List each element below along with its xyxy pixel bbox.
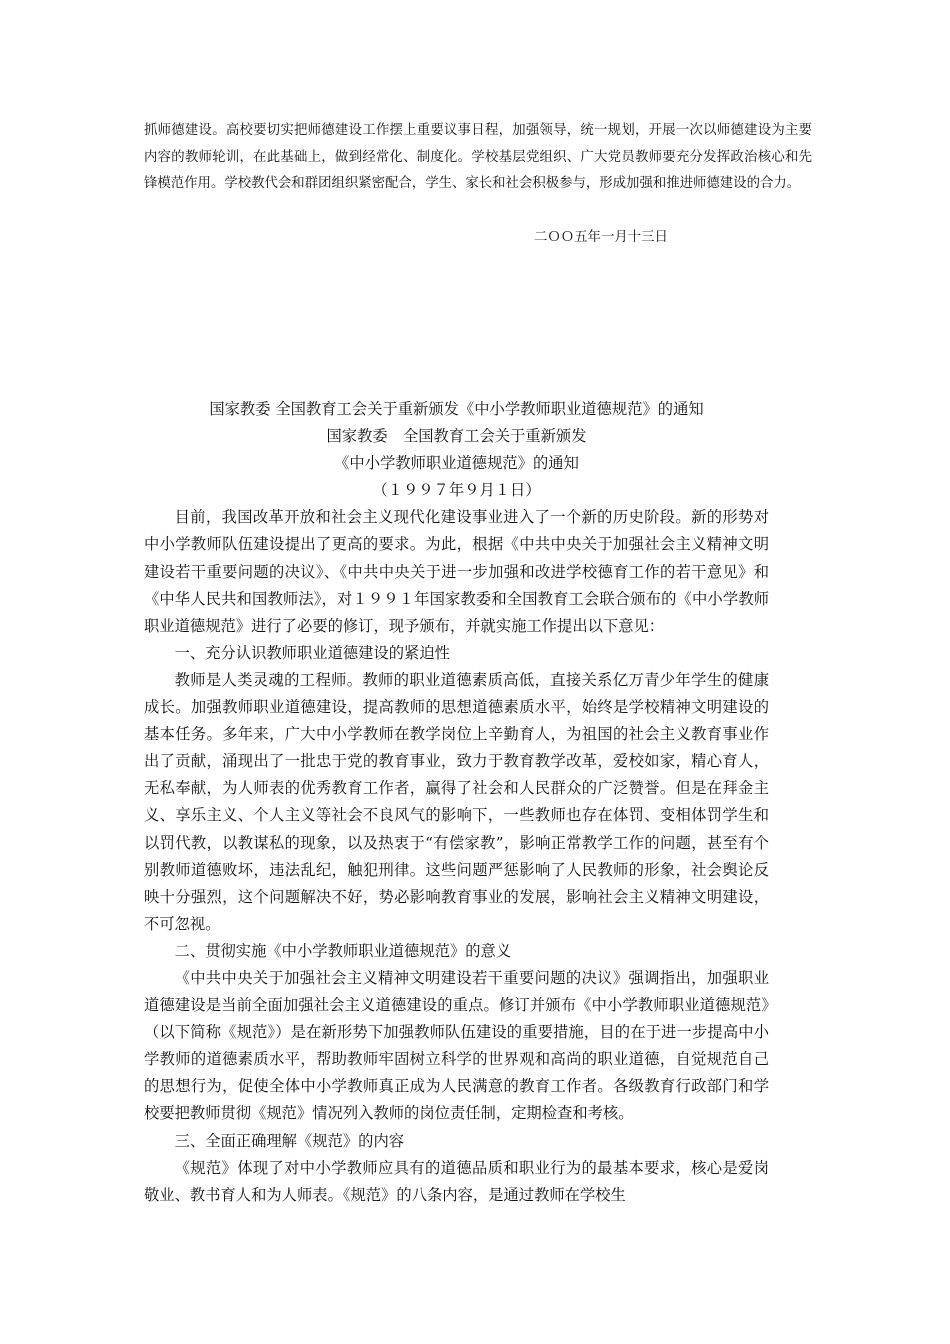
section2-paragraph: 《中共中央关于加强社会主义精神文明建设若干重要问题的决议》强调指出，加强职业道德建设是当前全面加强社会主义道德建设的重点。修订并颁布《中小学教师职业道德规范》（以下简称《规范》）是在新形势下加强教师队伍建设的重要措施，目的在于进一步提高中小学教师的道德素质水平，帮助教师牢固树立科学的世界观和高尚的职业道德，自觉规范自己的思想行为，促使全体中小学教师真正成为人民满意的教育工作者。各级教育行政部门和学校要把教师贯彻《规范》情况列入教师的岗位责任制，定期检查和考核。 [144, 968, 769, 1123]
notice-heading: 国家教委 全国教育工会关于重新颁发《中小学教师职业道德规范》的通知 [209, 400, 704, 418]
previous-section-paragraph: 抓师德建设。高校要切实把师德建设工作摆上重要议事日程，加强领导，统一规划，开展一次以师德建设为主要内容的教师轮训，在此基础上，做到经常化、制度化。学校基层党组织、广大党员教师要充分发挥政治核心和先锋模范作用。学校教代会和群团组织紧密配合，学生、家长和社会积极参与，形成加强和推进师德建设的合力。 [144, 123, 812, 191]
notice-title-line2: 《中小学教师职业道德规范》的通知 [334, 454, 579, 473]
previous-section-date: 二ＯＯ五年一月十三日 [534, 230, 668, 245]
notice-title-line1: 国家教委 全国教育工会关于重新颁发 [326, 427, 587, 446]
notice-date: （１９９７年９月１日） [372, 481, 541, 500]
section1-heading: 一、充分认识教师职业道德建设的紧迫性 [174, 643, 450, 662]
section3-heading: 三、全面正确理解《规范》的内容 [174, 1131, 405, 1150]
section2-heading: 二、贯彻实施《中小学教师职业道德规范》的意义 [174, 941, 512, 960]
section3-paragraph: 《规范》体现了对中小学教师应具有的道德品质和职业行为的最基本要求，核心是爱岗敬业、教书育人和为人师表。《规范》的八条内容，是通过教师在学校生 [144, 1158, 769, 1204]
section1-paragraph: 教师是人类灵魂的工程师。教师的职业道德素质高低，直接关系亿万青少年学生的健康成长。加强教师职业道德建设，提高教师的思想道德素质水平，始终是学校精神文明建设的基本任务。多年来，广大中小学教师在教学岗位上辛勤育人，为祖国的社会主义教育事业作出了贡献，涌现出了一批忠于党的教育事业，致力于教育教学改革，爱校如家，精心育人，无私奉献，为人师表的优秀教育工作者，赢得了社会和人民群众的广泛赞誉。但是在拜金主义、享乐主义、个人主义等社会不良风气的影响下，一些教师也存在体罚、变相体罚学生和以罚代教，以教谋私的现象，以及热衷于“有偿家教”，影响正常教学工作的问题，甚至有个别教师道德败坏，违法乱纪，触犯刑律。这些问题严惩影响了人民教师的形象，社会舆论反映十分强烈，这个问题解决不好，势必影响教育事业的发展，影响社会主义精神文明建设，不可忽视。 [144, 670, 769, 933]
notice-intro-paragraph: 目前，我国改革开放和社会主义现代化建设事业进入了一个新的历史阶段。新的形势对中小学教师队伍建设提出了更高的要求。为此，根据《中共中央关于加强社会主义精神文明建设若干重要问题的决议》、《中共中央关于进一步加强和改进学校德育工作的若干意见》和《中华人民共和国教师法》，对１９９１年国家教委和全国教育工会联合颁布的《中小学教师职业道德规范》进行了必要的修订，现予颁布，并就实施工作提出以下意见： [144, 508, 769, 635]
notice-body [144, 396, 769, 1209]
